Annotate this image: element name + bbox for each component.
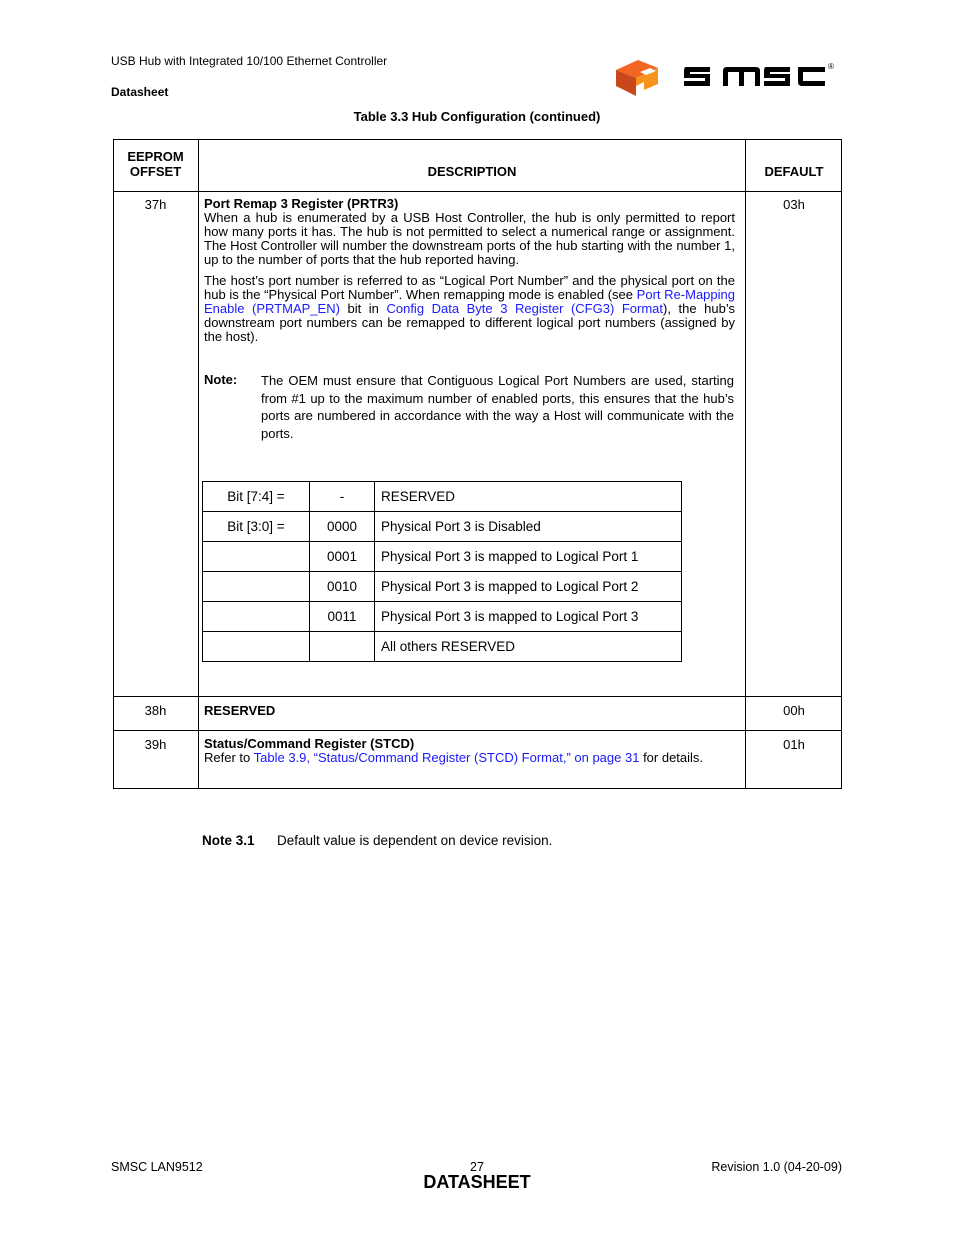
smsc-logo xyxy=(612,56,842,98)
bit-row xyxy=(203,512,682,542)
col-header-offset: EEPROM OFFSET xyxy=(127,149,184,179)
bit-row xyxy=(203,602,682,632)
bit-field xyxy=(203,602,310,632)
col-header-description: DESCRIPTION xyxy=(427,164,517,179)
col-header-default: DEFAULT xyxy=(764,164,824,179)
bit-value: 0001 xyxy=(310,542,375,572)
link-prtmap-en[interactable]: Port Re-Mapping Enable (PRTMAP_EN) xyxy=(204,287,735,316)
default-39h: 01h xyxy=(783,737,805,752)
bit-field: Bit [3:0] = xyxy=(203,512,310,542)
bit-value: 0011 xyxy=(310,602,375,632)
link-cfg3-format[interactable]: Config Data Byte 3 Register (CFG3) Format xyxy=(386,301,664,316)
bit-value: 0010 xyxy=(310,572,375,602)
bit-field: Bit [7:4] = xyxy=(203,482,310,512)
note31-text: Default value is dependent on device revision. xyxy=(277,833,553,848)
reserved-title: RESERVED xyxy=(204,703,276,718)
bit-meaning: All others RESERVED xyxy=(375,632,682,662)
stcd-title: Status/Command Register (STCD) xyxy=(204,736,415,751)
prtr3-para1: When a hub is enumerated by a USB Host Controller, the hub is only permitted to report how many ports it has. The hub is not permitted to select a numerical range or assignment. The Host Controller will number the downstream ports of the hub starting with the number 1, up to the number of ports that the hub reported having. xyxy=(204,210,735,267)
bit-meaning: Physical Port 3 is mapped to Logical Port 2 xyxy=(375,572,682,602)
bit-meaning: Physical Port 3 is mapped to Logical Port 1 xyxy=(375,542,682,572)
bit-field xyxy=(203,542,310,572)
footer-page-number: 27 xyxy=(470,1160,484,1174)
doc-type: Datasheet xyxy=(111,85,169,99)
bit-meaning: Physical Port 3 is Disabled xyxy=(375,512,682,542)
bit-row xyxy=(203,572,682,602)
footer-datasheet: DATASHEET xyxy=(423,1172,531,1192)
doc-title: USB Hub with Integrated 10/100 Ethernet Controller xyxy=(111,54,388,68)
note-text: The OEM must ensure that Contiguous Logical Port Numbers are used, starting from #1 up to the maximum number of enabled ports, this ensures that the hub’s ports are numbered in accordance with the way a Host will communicate with the ports. xyxy=(261,373,734,441)
prtr3-description xyxy=(204,197,735,344)
footer-revision: Revision 1.0 (04-20-09) xyxy=(711,1160,842,1174)
offset-39h: 39h xyxy=(144,737,167,752)
stcd-reference: Refer to Table 3.9, “Status/Command Register (STCD) Format,” on page 31 for details. xyxy=(204,750,704,765)
prtr3-title: Port Remap 3 Register (PRTR3) xyxy=(204,196,399,211)
bit-row xyxy=(203,482,682,512)
bit-value xyxy=(310,632,375,662)
note-label: Note: xyxy=(204,372,238,387)
default-38h: 00h xyxy=(783,703,805,718)
note31-label: Note 3.1 xyxy=(202,833,255,848)
link-table-3-9[interactable]: Table 3.9, “Status/Command Register (STCD) Format,” on page 31 xyxy=(253,750,640,765)
bit-row xyxy=(203,632,682,662)
offset-38h: 38h xyxy=(144,703,167,718)
registered-mark: ® xyxy=(828,62,834,71)
bit-value: - xyxy=(310,482,375,512)
bit-row xyxy=(203,542,682,572)
bit-meaning: Physical Port 3 is mapped to Logical Port 3 xyxy=(375,602,682,632)
table-caption: Table 3.3 Hub Configuration (continued) xyxy=(353,109,601,124)
offset-37h: 37h xyxy=(144,197,167,212)
default-37h: 03h xyxy=(783,197,805,212)
bit-field xyxy=(203,572,310,602)
bit-mapping-table xyxy=(202,481,682,662)
prtr3-para2: The host’s port number is referred to as “Logical Port Number” and the physical port on the hub is the “Physical Port Number”. When remapping mode is enabled (see Port Re-Mapping Enable (PRTMAP_EN) bit in Config Data Byte 3 Register (CFG3) Format), the hub’s downstream port numbers can be remapped to different logical port numbers (assigned by the host). xyxy=(204,273,735,344)
bit-field xyxy=(203,632,310,662)
bit-meaning: RESERVED xyxy=(375,482,682,512)
bit-value: 0000 xyxy=(310,512,375,542)
footer-part-number: SMSC LAN9512 xyxy=(111,1160,203,1174)
stcd-description xyxy=(204,737,735,765)
